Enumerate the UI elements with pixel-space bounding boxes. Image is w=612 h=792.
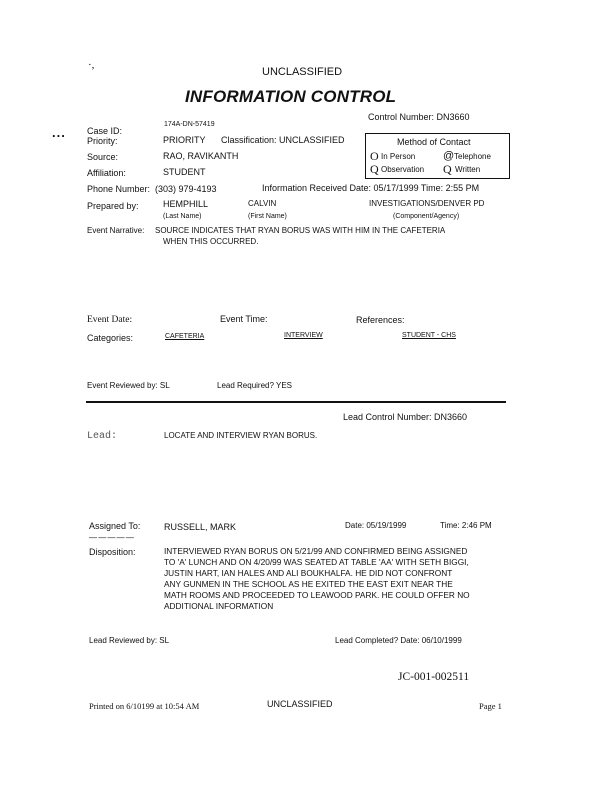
method-of-contact-box (365, 133, 510, 179)
affiliation-label: Affiliation: (87, 168, 126, 178)
written-label: Written (455, 165, 481, 174)
document-number: JC-001-002511 (398, 671, 470, 683)
preparer-last-name: HEMPHILL (163, 199, 209, 209)
case-id-value: 174A-DN-57419 (164, 121, 215, 128)
classification-value: Classification: UNCLASSIFIED (221, 135, 345, 145)
preparer-agency: INVESTIGATIONS/DENVER PD (369, 199, 485, 208)
event-time-label: Event Time: (220, 314, 268, 324)
telephone-label: Telephone (454, 152, 491, 161)
lead-reviewed-by: Lead Reviewed by: SL (89, 636, 170, 645)
in-person-checkbox[interactable]: O (370, 149, 379, 163)
information-received: Information Received Date: 05/17/1999 Time: 2:55 PM (262, 183, 480, 193)
phone-value: (303) 979-4193 (155, 184, 217, 194)
lead-control-number: Lead Control Number: DN3660 (343, 412, 468, 422)
category-interview[interactable]: INTERVIEW (284, 332, 323, 339)
written-checkbox[interactable]: Q (443, 162, 452, 176)
assigned-date: Date: 05/19/1999 (345, 521, 407, 530)
phone-label: Phone Number: (87, 184, 151, 194)
control-number: Control Number: DN3660 (368, 112, 470, 122)
disposition-label: Disposition: (89, 547, 136, 557)
assigned-time: Time: 2:46 PM (440, 521, 492, 530)
event-reviewed-by: Event Reviewed by: SL (87, 381, 170, 390)
event-narrative-line-1: SOURCE INDICATES THAT RYAN BORUS WAS WITH HIM IN THE CAFETERIA (155, 226, 446, 235)
preparer-first-name: CALVIN (248, 199, 277, 208)
first-name-caption: (First Name) (248, 213, 287, 220)
references-label: References: (356, 315, 405, 325)
affiliation-value: STUDENT (163, 167, 206, 177)
last-name-caption: (Last Name) (163, 213, 202, 220)
lead-required: Lead Required? YES (217, 381, 293, 390)
page-title: INFORMATION CONTROL (185, 87, 397, 106)
event-narrative-label: Event Narrative: (87, 226, 145, 235)
classification-top: UNCLASSIFIED (262, 66, 343, 78)
event-date-label: Event Date: (87, 315, 133, 325)
assigned-to-value: RUSSELL, MARK (164, 522, 237, 532)
observation-checkbox[interactable]: Q (370, 162, 379, 176)
categories-label: Categories: (87, 333, 134, 343)
lead-text: LOCATE AND INTERVIEW RYAN BORUS. (164, 431, 318, 440)
disposition-text: INTERVIEWED RYAN BORUS ON 5/21/99 AND CONFIRMED BEING ASSIGNED TO 'A' LUNCH AND ON 4/20/99 WAS SEATED AT TABLE 'AA' WITH SETH BIGGI, JUSTIN HART, IAN HALES AND ALI BOUKHALFA. HE DID NOT CONFRONT ANY GUNMEN IN THE SCHOOL AS HE EXITED THE EAST EXIT NEAR THE MATH ROOMS AND PROCEEDED TO LEAWOOD PARK. HE COULD OFFER NO ADDITIONAL INFORMATION (164, 546, 470, 611)
observation-label: Observation (381, 165, 425, 174)
category-cafeteria[interactable]: CAFETERIA (165, 333, 205, 340)
assigned-to-underline: — — — — — (89, 533, 134, 542)
priority-value: PRIORITY (163, 135, 206, 145)
printed-on: Printed on 6/10199 at 10:54 AM (89, 701, 200, 711)
page-number: Page 1 (479, 701, 502, 711)
source-value: RAO, RAVIKANTH (163, 151, 239, 161)
category-student-chs[interactable]: STUDENT - CHS (402, 332, 456, 339)
stray-mark-left: ... (52, 125, 66, 140)
source-label: Source: (87, 152, 119, 162)
prepared-by-label: Prepared by: (87, 201, 139, 211)
in-person-label: In Person (381, 152, 416, 161)
lead-completed: Lead Completed? Date: 06/10/1999 (335, 636, 462, 645)
priority-label: Priority: (87, 136, 118, 146)
telephone-checkbox[interactable]: @ (443, 150, 455, 162)
classification-bottom: UNCLASSIFIED (267, 699, 333, 709)
event-narrative-line-2: WHEN THIS OCCURRED. (163, 237, 259, 246)
case-id-label: Case ID: (87, 126, 123, 136)
agency-caption: (Component/Agency) (393, 213, 460, 220)
section-divider (86, 401, 506, 403)
lead-label: Lead: (87, 431, 118, 442)
stray-mark-top: ·, (88, 59, 95, 71)
method-of-contact-title: Method of Contact (397, 137, 471, 147)
assigned-to-label: Assigned To: (89, 521, 141, 531)
